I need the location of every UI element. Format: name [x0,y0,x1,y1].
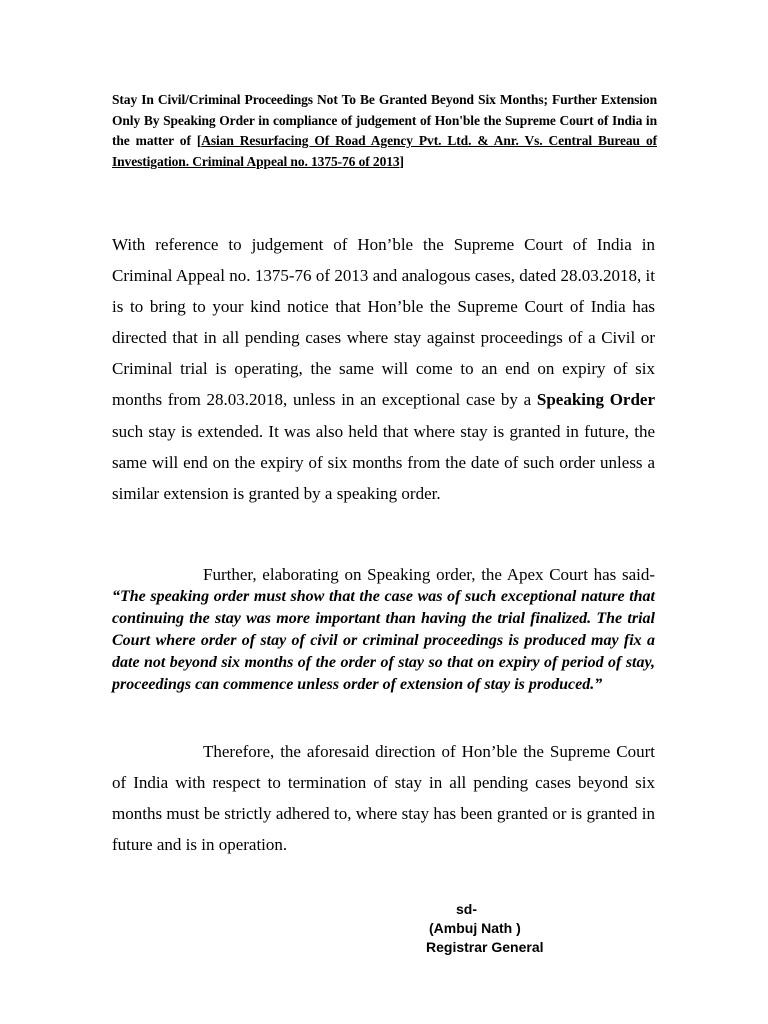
body-paragraph-1 [112,229,655,509]
signatory-designation: Registrar General [426,939,544,955]
heading-text: Stay In Civil/Criminal Proceedings Not To Be Granted Beyond Six Months; Further Extension Only By Speaking Order in compliance of judgement of Hon'ble the Supreme Court of India in the matter of [ [112,92,657,148]
paragraph-3-text: Therefore, the aforesaid direction of Hon’ble the Supreme Court of India with respect to termination of stay in all pending cases beyond six months must be strictly adhered to, where stay has been granted or is granted in future and is in operation. [112,742,655,855]
document-heading [112,90,657,172]
body-paragraph-2 [112,564,655,695]
case-reference: Asian Resurfacing Of Road Agency Pvt. Ltd. & Anr. Vs. Central Bureau of Investigation. Criminal Appeal no. 1375-76 of 2013 [112,133,658,169]
signature-sd: sd- [456,901,477,917]
body-paragraph-3 [112,736,655,860]
paragraph-2-lead: Further, elaborating on Speaking order, the Apex Court has said- [203,565,655,584]
signatory-name: (Ambuj Nath ) [429,920,521,936]
apex-court-quote: “The speaking order must show that the case was of such exceptional nature that continuing the stay was more important than having the trial finalized. The trial Court where order of stay of civil or criminal proceedings is produced may fix a date not beyond six months of the order of stay so that on expiry of period of stay, proceedings can commence unless order of extension of stay is produced.” [112,588,655,693]
signature-block [426,900,544,957]
heading-closing-bracket: ] [399,153,404,169]
paragraph-1-text-after: such stay is extended. It was also held that where stay is granted in future, the same will end on the expiry of six months from the date of such order unless a similar extension is granted by a speaking order. [112,421,655,503]
paragraph-1-text-before: With reference to judgement of Hon’ble the Supreme Court of India in Criminal Appeal no. 1375-76 of 2013 and analogous cases, dated 28.03.2018, it is to bring to your kind notice that Hon’ble the Supreme Court of India has directed that in all pending cases where stay against proceedings of a Civil or Criminal trial is operating, the same will come to an end on expiry of six months from 28.03.2018, unless in an exceptional case by a [112,235,655,410]
speaking-order-emphasis: Speaking Order [536,390,656,410]
